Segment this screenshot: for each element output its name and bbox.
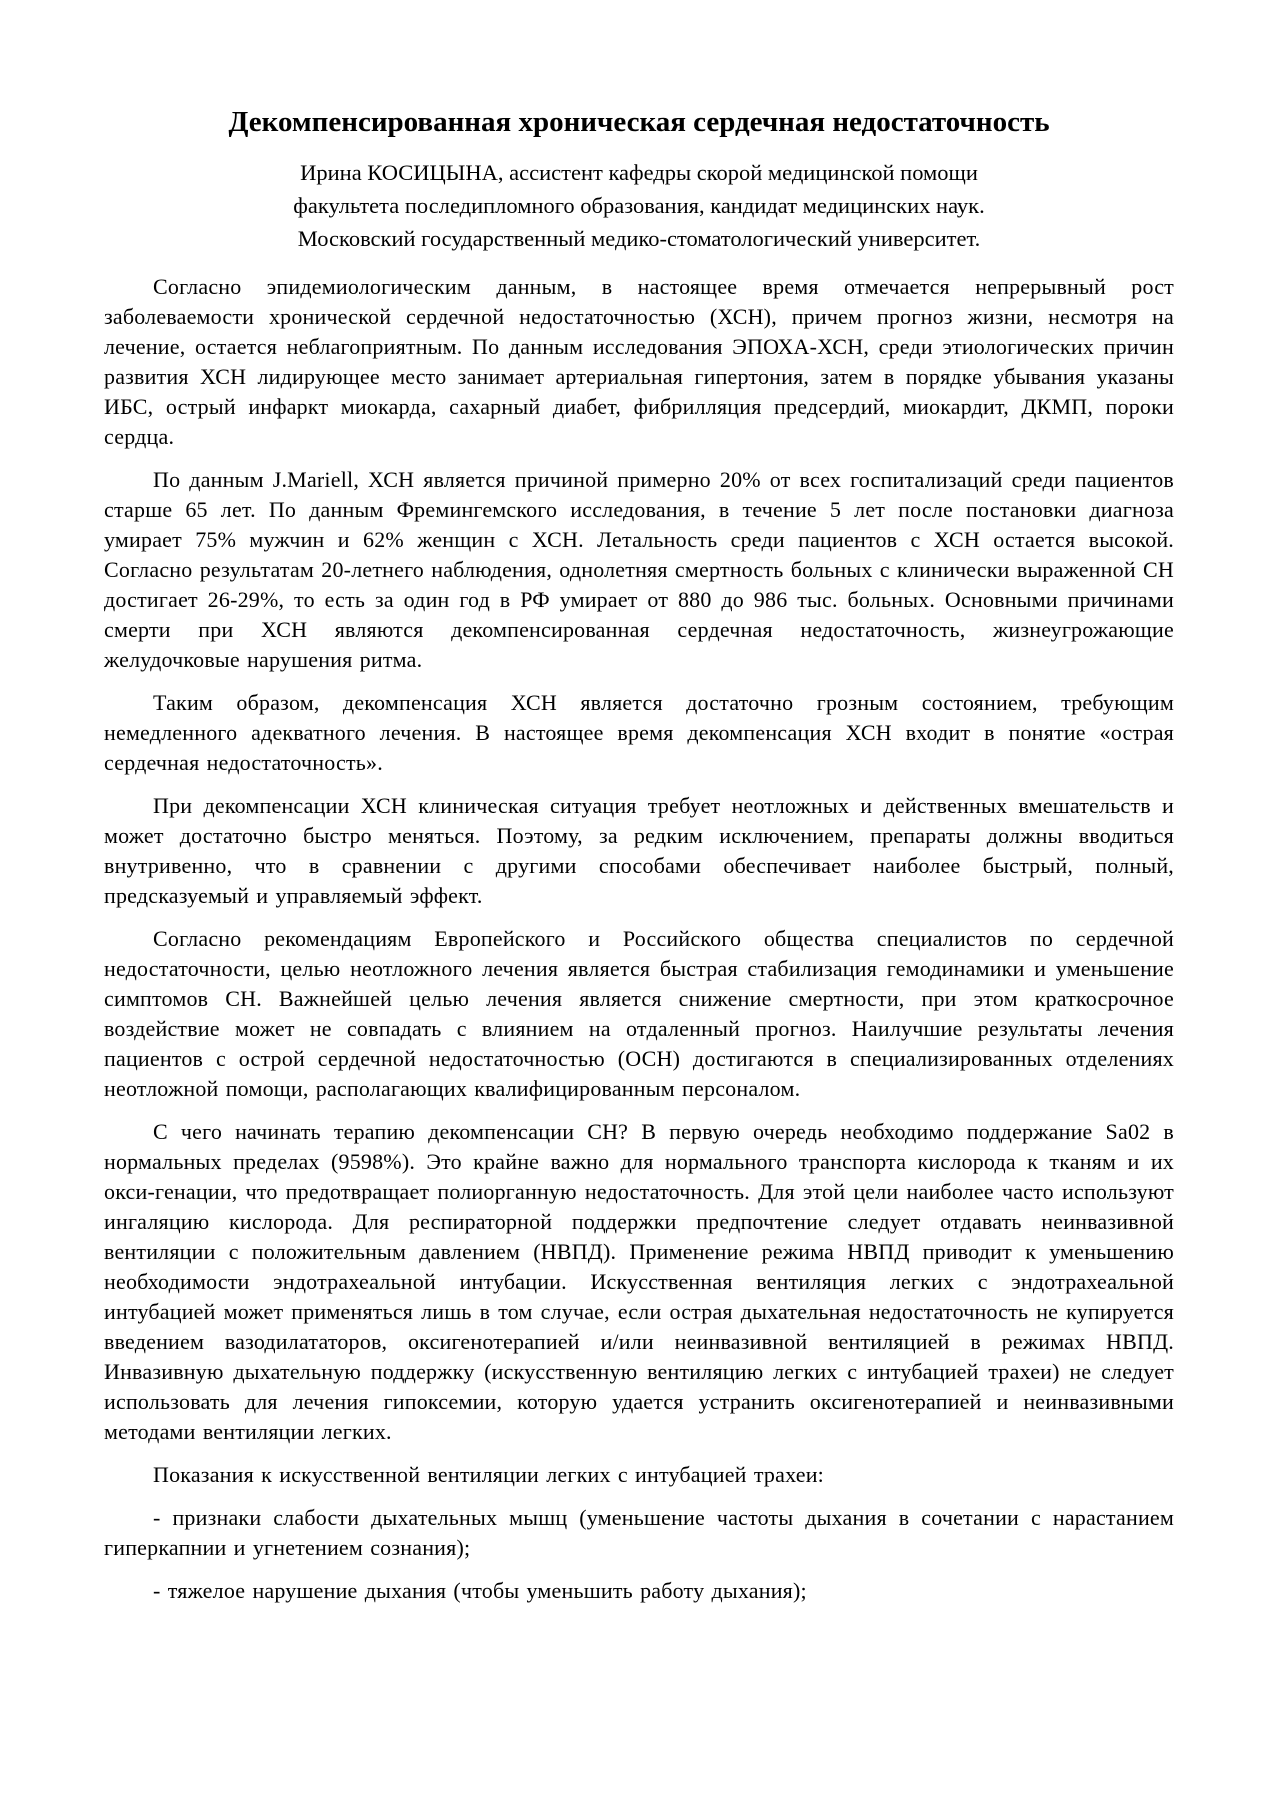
paragraph-treatment-goals: Согласно рекомендациям Европейского и Российского общества специалистов по сердечной недостаточности, целью неотложного лечения является быстрая стабилизация гемодинамики и уменьшение симптомов СН. Важнейшей целью лечения является снижение смертности, при этом краткосрочное воздействие может не совпадать с влиянием на отдаленный прогноз. Наилучшие результаты лечения пациентов с острой сердечной недостаточностью (ОСН) достигаются в специализированных отделениях неотложной помощи, располагающих квалифицированным персоналом. [104,926,1174,1102]
paragraph-intravenous-treatment: При декомпенсации ХСН клиническая ситуация требует неотложных и действенных вмешательств и может достаточно быстро меняться. Поэтому, за редким исключением, препараты должны вводиться внутривенно, что в сравнении с другими способами обеспечивает наиболее быстрый, полный, предсказуемый и управляемый эффект. [104,793,1174,909]
paragraph-epidemiology: Согласно эпидемиологическим данным, в настоящее время отмечается непрерывный рост заболеваемости хронической сердечной недостаточностью (ХСН), причем прогноз жизни, несмотря на лечение, остается неблагоприятным. По данным исследования ЭПОХА-ХСН, среди этиологических причин развития ХСН лидирующее место занимает артериальная гипертония, затем в порядке убывания указаны ИБС, острый инфаркт миокарда, сахарный диабет, фибрилляция предсердий, миокардит, ДКМП, пороки сердца. [104,274,1174,450]
author-line-name: Ирина КОСИЦЫНА, ассистент кафедры скорой медицинской помощи [300,160,978,186]
paragraph-oxygen-therapy: С чего начинать терапию декомпенсации СН? В первую очередь необходимо поддержание Sa02 в нормальных пределах (9598%). Это крайне важно для нормального транспорта кислорода к тканям и их окси-генации, что предотвращает полиорганную недостаточность. Для этой цели наиболее часто используют ингаляцию кислорода. Для респираторной поддержки предпочтение следует отдавать неинвазивной вентиляции с положительным давлением (НВПД). Применение режима НВПД приводит к уменьшению необходимости эндотрахеальной интубации. Искусственная вентиляция легких с эндотрахеальной интубацией может применяться лишь в том случае, если острая дыхательная недостаточность не купируется введением вазодилататоров, оксигенотерапией и/или неинвазивной вентиляцией в режимах НВПД. Инвазивную дыхательную поддержку (искусственную вентиляцию легких с интубацией трахеи) не следует использовать для лечения гипоксемии, которую удается устранить оксигенотерапией и неинвазивными методами вентиляции легких. [104,1119,1174,1445]
author-line-degree: факультета последипломного образования, кандидат медицинских наук. [293,193,985,219]
document-title: Декомпенсированная хроническая сердечная недостаточность [228,106,1050,138]
paragraph-ventilation-indications-heading: Показания к искусственной вентиляции легких с интубацией трахеи: [153,1462,824,1488]
list-item-severe-breathing-disorder: - тяжелое нарушение дыхания (чтобы уменьшить работу дыхания); [153,1578,807,1604]
author-line-university: Московский государственный медико-стоматологический университет. [297,226,981,252]
author-block [104,156,1174,255]
paragraph-decompensation-definition: Таким образом, декомпенсация ХСН является достаточно грозным состоянием, требующим немедленного адекватного лечения. В настоящее время декомпенсация ХСН входит в понятие «острая сердечная недостаточность». [104,690,1174,776]
document-content [104,104,1174,1619]
paragraph-mortality-statistics: По данным J.Mariell, ХСН является причиной примерно 20% от всех госпитализаций среди пациентов старше 65 лет. По данным Фремингемского исследования, в течение 5 лет после постановки диагноза умирает 75% мужчин и 62% женщин с ХСН. Летальность среди пациентов с ХСН остается высокой. Согласно результатам 20-летнего наблюдения, однолетняя смертность больных с клинически выраженной СН достигает 26-29%, то есть за один год в РФ умирает от 880 до 986 тыс. больных. Основными причинами смерти при ХСН являются декомпенсированная сердечная недостаточность, жизнеугрожающие желудочковые нарушения ритма. [104,467,1174,673]
list-item-muscle-weakness: - признаки слабости дыхательных мышц (уменьшение частоты дыхания в сочетании с нарастанием гиперкапнии и угнетением сознания); [104,1505,1174,1561]
